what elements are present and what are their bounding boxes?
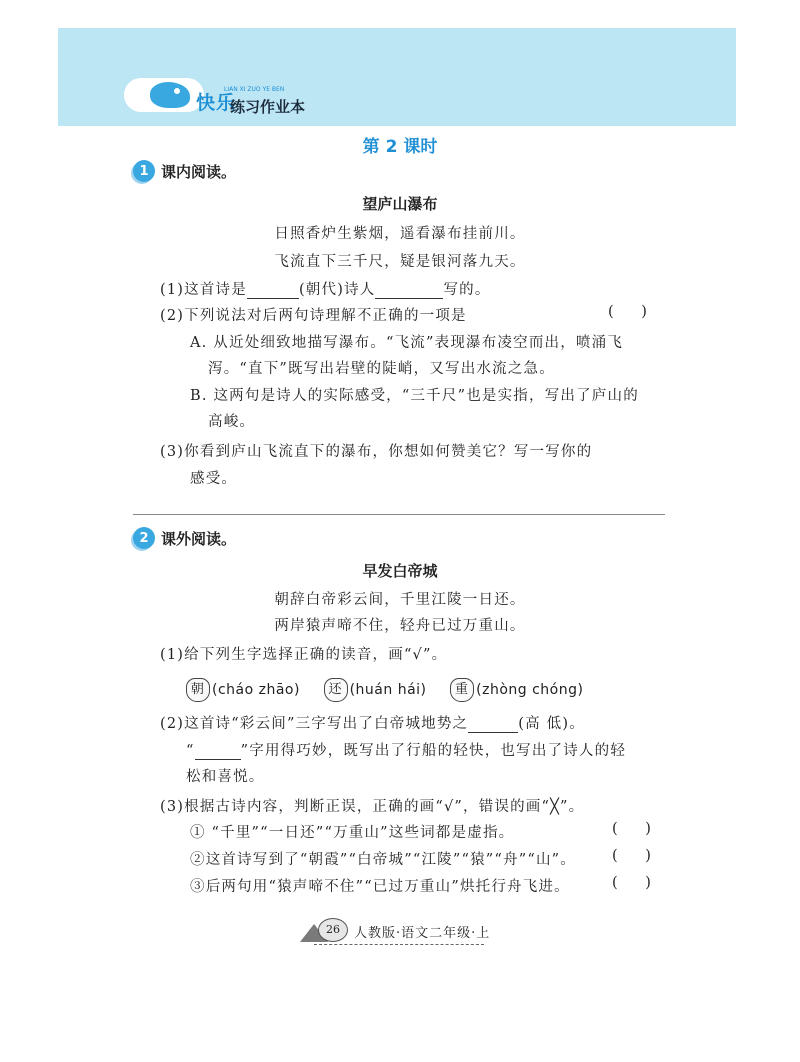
poem1-line: 飞流直下三千尺，疑是银河落九天。: [274, 254, 526, 270]
char-box: 还: [324, 678, 348, 702]
poem2-line: 两岸猿声啼不住，轻舟已过万重山。: [274, 618, 526, 634]
judgment-item: ②这首诗写到了“朝霞”“白帝城”“江陵”“猿”“舟”“山”。: [190, 852, 576, 868]
lesson-title: 第 2 课时: [362, 137, 438, 157]
judgment-item: ① “千里”“一日还”“万重山”这些词都是虚指。: [190, 825, 515, 841]
answer-divider: [133, 514, 665, 515]
bird-logo-icon: [150, 82, 190, 108]
section-number-badge: 1: [133, 160, 155, 182]
option-a-line: A. 从近处细致地描写瀑布。“飞流”表现瀑布凌空而出，喷涌飞: [190, 335, 624, 351]
poet-blank[interactable]: [375, 282, 443, 299]
pinyin-choice-row: [186, 678, 583, 702]
s2-question-2-cont: “ ”字用得巧妙，既写出了行船的轻快，也写出了诗人的轻: [186, 743, 627, 759]
dynasty-blank[interactable]: [247, 282, 299, 299]
poem1-line: 日照香炉生紫烟，遥看瀑布挂前川。: [274, 226, 526, 242]
judgment-item: ③后两句用“猿声啼不住”“已过万重山”烘托行舟飞进。: [190, 879, 570, 895]
brand-subtitle: 练习作业本: [230, 98, 306, 116]
section2-title: 课外阅读。: [161, 529, 237, 548]
char-box: 重: [450, 678, 474, 702]
poem1-title: 望庐山瀑布: [362, 195, 438, 213]
char-box: 朝: [186, 678, 210, 702]
terrain-blank[interactable]: [468, 716, 518, 733]
brand-main: 快乐: [196, 92, 237, 114]
poem2-title: 早发白帝城: [362, 562, 438, 580]
option-b-line: B. 这两句是诗人的实际感受，“三千尺”也是实指，写出了庐山的: [190, 388, 639, 404]
pinyin-options[interactable]: (cháo zhāo): [212, 682, 300, 698]
s1-question-1: (1)这首诗是 (朝代)诗人 写的。: [160, 282, 491, 298]
option-a-line: 泻。“直下”既写出岩壁的陡峭，又写出水流之急。: [208, 361, 555, 377]
s1-question-3: (3)你看到庐山飞流直下的瀑布，你想如何赞美它？写一写你的: [160, 444, 593, 460]
section-number-badge: 2: [133, 527, 155, 549]
poem2-line: 朝辞白帝彩云间，千里江陵一日还。: [274, 592, 526, 608]
s2-question-3: (3)根据古诗内容，判断正误，正确的画“√”，错误的画“╳”。: [160, 799, 585, 815]
s2-question-2: (2)这首诗“彩云间”三字写出了白帝城地势之 (高 低)。: [160, 716, 585, 732]
option-b-line: 高峻。: [208, 414, 256, 430]
edition-label: 人教版·语文二年级·上: [354, 926, 491, 941]
s1-question-3-cont: 感受。: [190, 471, 238, 487]
page-footer: [300, 918, 500, 948]
footer-rule: [314, 944, 484, 945]
s2-question-2-cont: 松和喜悦。: [186, 769, 265, 785]
section1-title: 课内阅读。: [161, 162, 237, 181]
section2-heading: [133, 527, 236, 549]
s2-question-1: (1)给下列生字选择正确的读音，画“√”。: [160, 647, 448, 663]
section1-heading: [133, 160, 236, 182]
page-number: 26: [318, 918, 348, 942]
brand-pinyin: LIAN XI ZUO YE BEN: [224, 86, 285, 93]
pinyin-options[interactable]: (huán hái): [349, 682, 427, 698]
answer-paren[interactable]: ( ): [612, 821, 651, 837]
answer-paren[interactable]: ( ): [612, 848, 651, 864]
pinyin-options[interactable]: (zhòng chóng): [476, 682, 584, 698]
s1-question-2: (2)下列说法对后两句诗理解不正确的一项是: [160, 308, 467, 324]
word-blank[interactable]: [195, 743, 241, 760]
answer-paren[interactable]: ( ): [612, 875, 651, 891]
answer-paren[interactable]: ( ): [608, 304, 647, 320]
